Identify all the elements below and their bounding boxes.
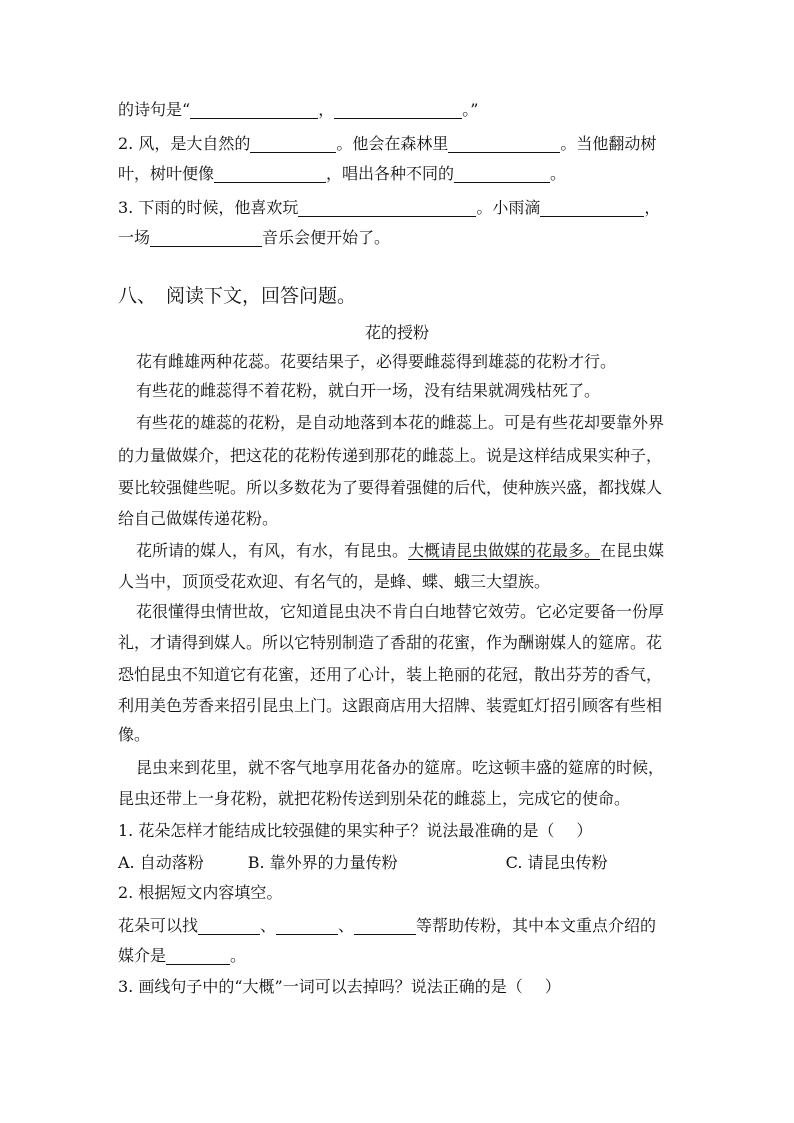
passage-line: 礼，才请得到媒人。所以它特别制造了香甜的花蜜，作为酬谢媒人的筵席。花: [118, 633, 663, 652]
answer-blank[interactable]: [214, 166, 326, 183]
passage-title: 花的授粉: [364, 323, 429, 342]
answer-blank[interactable]: [540, 200, 644, 217]
option-a[interactable]: A. 自动落粉: [118, 853, 204, 872]
answer-blank[interactable]: [250, 136, 336, 153]
passage-line: 的力量做媒介，把这花的花粉传递到那花的雌蕊上。说是这样结成果实种子，: [118, 446, 663, 465]
passage-line: 人当中，顶顶受花欢迎、有名气的，是蜂、蝶、蛾三大望族。: [118, 572, 551, 591]
passage-line: 像。: [118, 725, 151, 744]
question-2-line-2: 媒介是 。: [118, 946, 247, 965]
answer-blank[interactable]: [150, 230, 262, 247]
option-c[interactable]: C. 请昆虫传粉: [505, 853, 608, 872]
poem-fill-line: 的诗句是“ ， 。”: [118, 100, 479, 119]
item-3-line-2: 一场 音乐会便开始了。: [118, 228, 391, 247]
passage-line: 昆虫来到花里，就不客气地享用花备办的筵席。吃这顿丰盛的筵席的时候，: [136, 758, 665, 777]
answer-blank[interactable]: [276, 918, 338, 935]
section-8-heading: 八、 阅读下文，回答问题。: [118, 285, 357, 307]
passage-line: 有些花的雌蕊得不着花粉，就白开一场，没有结果就凋残枯死了。: [136, 381, 601, 400]
option-b[interactable]: B. 靠外界的力量传粉: [247, 853, 398, 872]
answer-blank[interactable]: [190, 102, 318, 119]
passage-line: 利用美色芳香来招引昆虫上门。这跟商店用大招牌、装霓虹灯招引顾客有些相: [118, 696, 663, 715]
passage-line: 昆虫还带上一身花粉，就把花粉传送到别朵花的雌蕊上，完成它的使命。: [118, 789, 631, 808]
passage-line: 花所请的媒人，有风，有水，有昆虫。大概请昆虫做媒的花最多。在昆虫媒: [136, 541, 665, 560]
answer-blank[interactable]: [334, 102, 462, 119]
answer-blank[interactable]: [454, 166, 550, 183]
question-1: 1. 花朵怎样才能结成比较强健的果实种子？说法最准确的是（ ）: [118, 821, 593, 840]
passage-line: 要比较强健些呢。所以多数花为了要得着强健的后代，使种族兴盛，都找媒人: [118, 478, 663, 497]
passage-line: 恐怕昆虫不知道它有花蜜，还用了心计，装上艳丽的花冠，散出芬芳的香气，: [118, 665, 663, 684]
passage-line: 花很懂得虫情世故，它知道昆虫决不肯白白地替它效劳。它必定要备一份厚: [136, 602, 665, 621]
passage-line: 花有雌雄两种花蕊。花要结果子，必得要雌蕊得到雄蕊的花粉才行。: [136, 352, 617, 371]
passage-line: 给自己做媒传递花粉。: [118, 509, 279, 528]
item-2-line-1: 2. 风，是大自然的 。他会在森林里 。当他翻动树: [118, 134, 657, 153]
item-3-line-1: 3. 下雨的时候，他喜欢玩 。小雨滴 ，: [118, 198, 661, 217]
answer-blank[interactable]: [448, 136, 560, 153]
question-1-options: [118, 852, 678, 874]
passage-line: 有些花的雄蕊的花粉，是自动地落到本花的雌蕊上。可是有些花却要靠外界: [136, 413, 665, 432]
answer-blank[interactable]: [298, 200, 476, 217]
answer-blank[interactable]: [166, 948, 230, 965]
item-2-line-2: 叶，树叶便像 ，唱出各种不同的 。: [118, 164, 567, 183]
answer-blank[interactable]: [354, 918, 416, 935]
answer-blank[interactable]: [198, 918, 260, 935]
question-3: 3. 画线句子中的“大概”一词可以去掉吗？说法正确的是（ ）: [118, 977, 561, 996]
question-2-line-1: 花朵可以找 、 、 等帮助传粉，其中本文重点介绍的: [118, 916, 657, 935]
question-2: 2. 根据短文内容填空。: [118, 883, 283, 902]
underlined-sentence: 大概请昆虫做媒的花最多。: [408, 541, 601, 560]
